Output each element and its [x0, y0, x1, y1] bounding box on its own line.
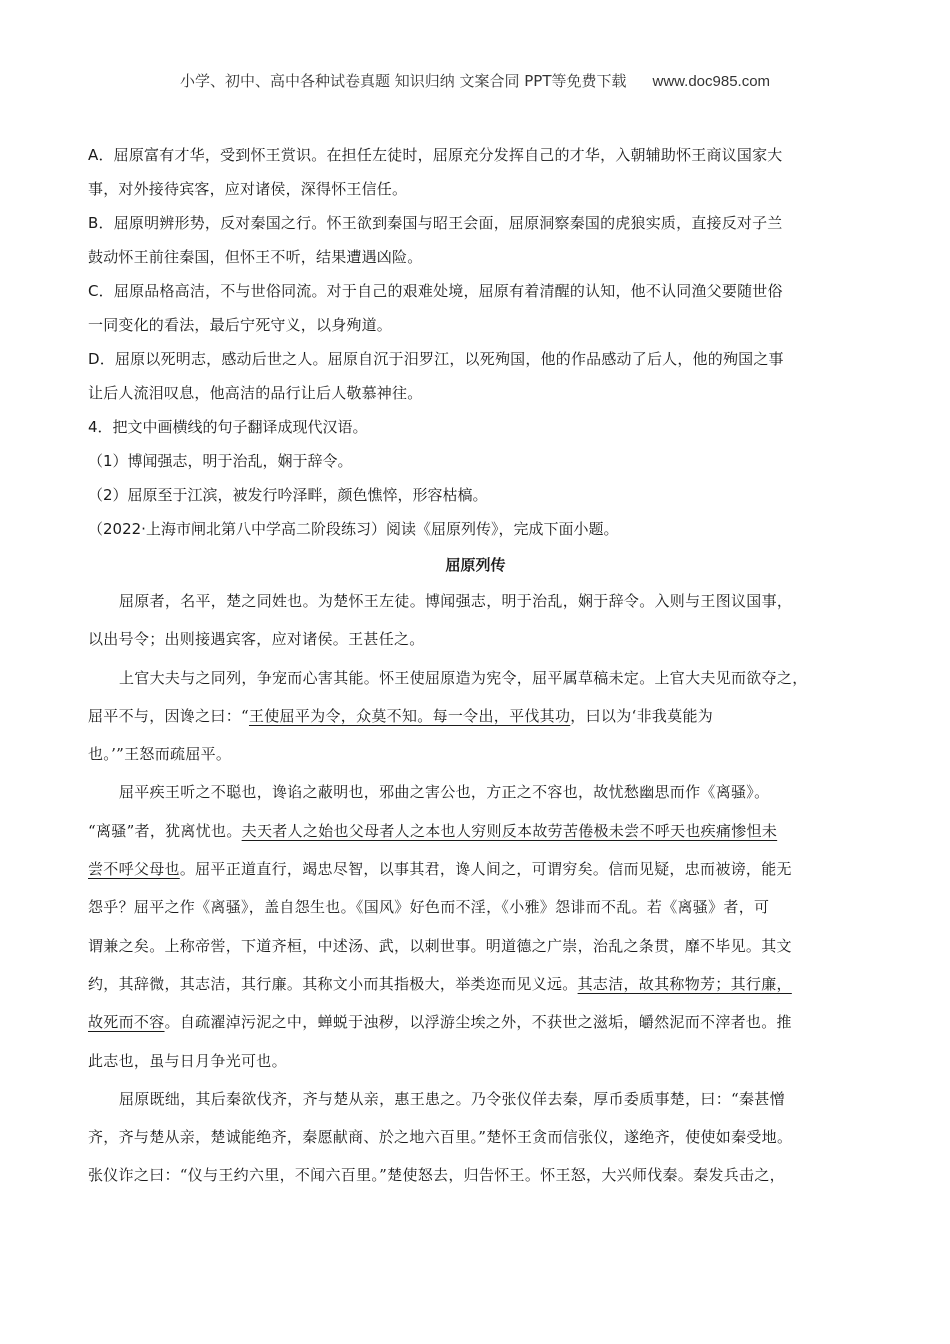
passage-line: 屈原既绌，其后秦欲伐齐，齐与楚从亲，惠王患之。乃令张仪佯去秦，厚币委质事楚，曰：“秦甚憎 — [119, 1089, 785, 1108]
passage-line: 此志也，虽与日月争光可也。 — [88, 1051, 287, 1070]
passage-line — [88, 697, 863, 735]
passage-segment: 约，其辞微，其志洁，其行廉。其称文小而其指极大，举类迩而见义远。 — [88, 974, 578, 993]
passage-line: 齐，齐与楚从亲，楚诚能绝齐，秦愿献商、於之地六百里。”楚怀王贪而信张仪，遂绝齐，使使如秦受地。 — [88, 1128, 793, 1147]
passage-segment: “离骚”者，犹离忧也。 — [88, 821, 242, 840]
passage-line — [88, 1003, 863, 1041]
passage-segment: 。屈平正道直行，竭忠尽智，以事其君，谗人间之，可谓穷矣。信而见疑，忠而被谤，能无 — [179, 860, 792, 879]
question-sentence-2: （2）屈原至于江滨，被发行吟泽畔，颜色憔悴，形容枯槁。 — [88, 486, 488, 504]
answer-options — [88, 138, 863, 410]
passage-line — [88, 812, 863, 850]
option-c-line-1: C．屈原品格高洁，不与世俗同流。对于自己的艰难处境，屈原有着清醒的认知，他不认同渔父要随世俗 — [88, 282, 783, 300]
underlined-sentence: 尝不呼父母也 — [88, 860, 180, 879]
passage-line: 屈平疾王听之不聪也，谗谄之蔽明也，邪曲之害公也，方正之不容也，故忧愁幽思而作《离骚》。 — [119, 783, 770, 802]
passage-segment: ，曰以为‘非我莫能为 — [570, 706, 714, 725]
passage-segment: 。自疏濯淖污泥之中，蝉蜕于浊秽，以浮游尘埃之外，不获世之滋垢，皭然泥而不滓者也。推 — [164, 1013, 792, 1032]
passage-segment: 屈平不与，因谗之曰：“ — [88, 706, 249, 725]
passage-line: 也。’”王怒而疏屈平。 — [88, 745, 232, 764]
option-a-line-1: A．屈原富有才华，受到怀王赏识。在担任左徒时，屈原充分发挥自己的才华，入朝辅助怀王商议国家大 — [88, 146, 783, 164]
passage-line — [88, 850, 863, 888]
source-note: （2022·上海市闸北第八中学高二阶段练习）阅读《屈原列传》，完成下面小题。 — [88, 520, 619, 538]
passage-line: 怨乎？屈平之作《离骚》，盖自怨生也。《国风》好色而不淫，《小雅》怨诽而不乱。若《离骚》者，可 — [88, 898, 770, 917]
underlined-sentence: 王使屈平为令，众莫不知。每一令出，平伐其功 — [248, 706, 571, 725]
passage-line — [88, 965, 863, 1003]
underlined-sentence: 夫天者人之始也父母者人之本也人穷则反本故劳苦倦极未尝不呼天也疾痛惨怛未 — [241, 821, 778, 840]
page-header — [0, 70, 950, 91]
underlined-sentence: 其志洁，故其称物芳；其行廉， — [577, 974, 792, 993]
option-b-line-1: B．屈原明辨形势，反对秦国之行。怀王欲到秦国与昭王会面，屈原洞察秦国的虎狼实质，直接反对子兰 — [88, 214, 783, 232]
header-text: 小学、初中、高中各种试卷真题 知识归纳 文案合同 PPT等免费下载 — [179, 72, 627, 90]
option-c-line-2: 一同变化的看法，最后宁死守义，以身殉道。 — [88, 316, 393, 334]
question-4 — [88, 410, 863, 512]
passage-line: 屈原者，名平，楚之同姓也。为楚怀王左徒。博闻强志，明于治乱，娴于辞令。入则与王图议国事， — [119, 592, 793, 610]
passage-title: 屈原列传 — [445, 556, 506, 574]
header-site-link[interactable]: www.doc985.com — [652, 73, 771, 90]
passage-line: 谓兼之矣。上称帝喾，下道齐桓，中述汤、武，以刺世事。明道德之广崇，治乱之条贯，靡不毕见。其文 — [88, 936, 792, 955]
passage-line: 张仪诈之曰：“仪与王约六里，不闻六百里。”楚使怒去，归告怀王。怀王怒，大兴师伐秦。秦发兵击之， — [88, 1166, 785, 1185]
underlined-sentence: 故死而不容 — [88, 1013, 165, 1032]
document-body — [88, 138, 863, 1195]
question-stem: 4．把文中画横线的句子翻译成现代汉语。 — [88, 418, 368, 436]
passage-text — [88, 582, 863, 1195]
passage-line: 以出号令；出则接遇宾客，应对诸侯。王甚任之。 — [88, 630, 425, 649]
passage-line: 上官大夫与之同列，争宠而心害其能。怀王使屈原造为宪令，屈平属草稿未定。上官大夫见而欲夺之， — [119, 668, 808, 687]
question-sentence-1: （1）博闻强志，明于治乱，娴于辞令。 — [88, 452, 353, 470]
option-b-line-2: 鼓动怀王前往秦国，但怀王不听，结果遭遇凶险。 — [88, 248, 423, 266]
option-d-line-1: D．屈原以死明志，感动后世之人。屈原自沉于汨罗江，以死殉国，他的作品感动了后人，他的殉国之事 — [88, 350, 784, 368]
option-a-line-2: 事，对外接待宾客，应对诸侯，深得怀王信任。 — [88, 180, 408, 198]
option-d-line-2: 让后人流泪叹息，他高洁的品行让后人敬慕神往。 — [88, 384, 423, 402]
